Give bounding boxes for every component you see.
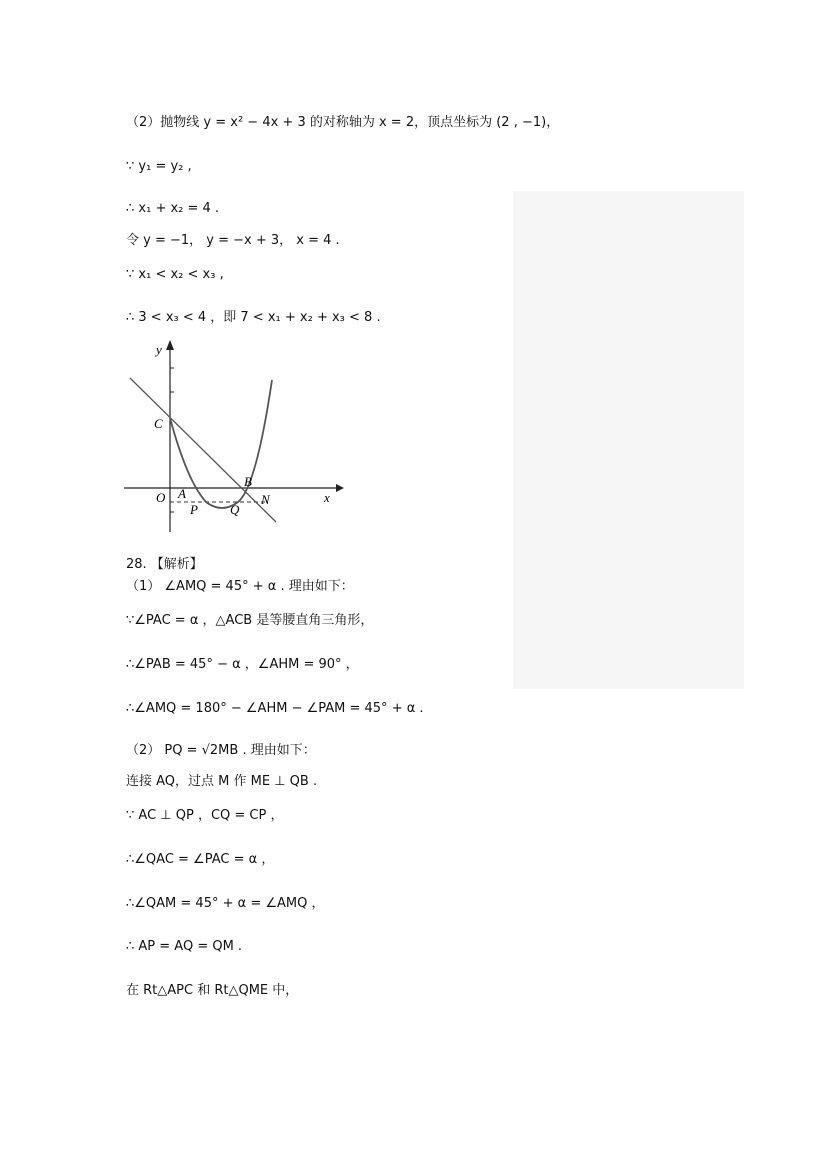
text-line-14: ∵ AC ⊥ QP ，CQ = CP ， [126,808,284,823]
line-cb [130,378,276,522]
text-line-8: （1） ∠AMQ = 45° + α . 理由如下： [126,579,354,594]
grey-side-panel [513,191,744,689]
text-line-18: 在 Rt△APC 和 Rt△QME 中， [126,983,299,998]
text-line-2: ∵ y₁ = y₂ , [126,159,192,174]
text-line-15: ∴∠QAC = ∠PAC = α ， [126,852,275,867]
label-q: Q [230,502,240,517]
text-line-12: （2） PQ = √2MB . 理由如下： [126,743,316,758]
label-o: O [156,490,166,505]
text-line-4: 令 y = −1， y = −x + 3， x = 4 . [126,233,340,248]
text-line-6: ∴ 3 < x₃ < 4 ，即 7 < x₁ + x₂ + x₃ < 8 . [126,310,381,325]
text-line-10: ∴∠PAB = 45° − α ，∠AHM = 90° ， [126,657,359,672]
text-line-7: 28. 【解析】 [126,557,203,572]
text-line-16: ∴∠QAM = 45° + α = ∠AMQ ， [126,896,325,911]
text-line-17: ∴ AP = AQ = QM . [126,939,243,954]
text-line-13: 连接 AQ，过点 M 作 ME ⊥ QB . [126,774,318,789]
y-axis-arrow [166,340,174,350]
parabola-figure [118,336,348,536]
label-y: y [156,342,162,357]
text-line-11: ∴∠AMQ = 180° − ∠AHM − ∠PAM = 45° + α . [126,701,424,716]
label-p: P [190,502,198,517]
label-b: B [244,474,252,489]
label-n: N [261,492,270,507]
label-x: x [324,490,330,505]
text-line-5: ∵ x₁ < x₂ < x₃ , [126,267,224,282]
text-line-9: ∵∠PAC = α ，△ACB 是等腰直角三角形， [126,613,374,628]
label-c: C [154,416,163,431]
text-line-3: ∴ x₁ + x₂ = 4 . [126,201,220,216]
text-line-1: （2）抛物线 y = x² − 4x + 3 的对称轴为 x = 2，顶点坐标为 (2 , −1)， [126,115,560,130]
x-axis-arrow [336,484,344,492]
label-a: A [178,486,186,501]
